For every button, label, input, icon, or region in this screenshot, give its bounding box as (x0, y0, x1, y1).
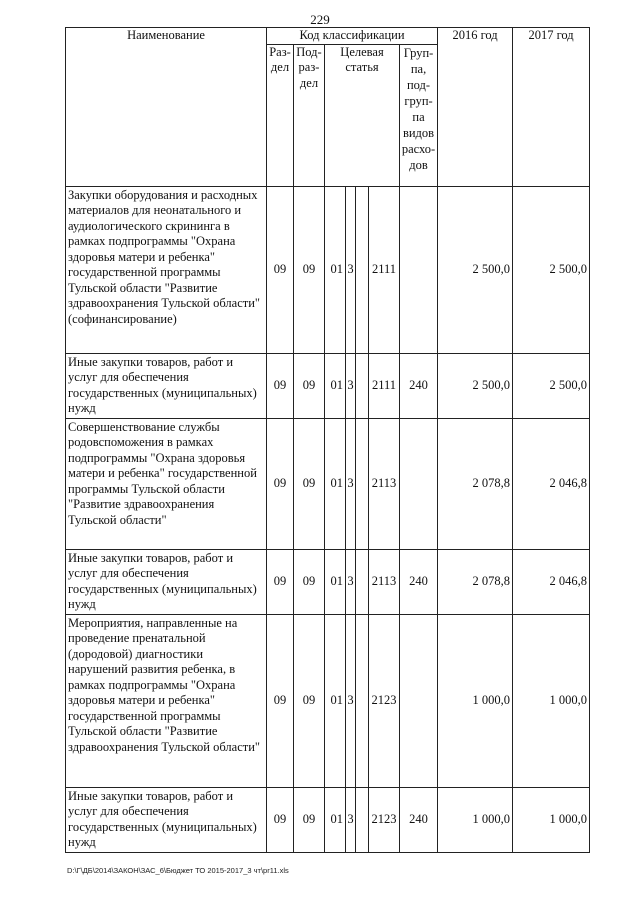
cell-name: Совершенствование службы родовспоможения в рамках подпрограммы "Охрана здоровья матери и ребенка" государственной программы Тульской области "Развитие здравоохранения Тульской области" (66, 418, 267, 549)
header-target-article: Целевая статья (325, 44, 400, 186)
cell-target-direction: 2113 (369, 549, 400, 614)
cell-expense-group: 240 (400, 353, 438, 418)
cell-amount-2016: 1 000,0 (438, 614, 513, 787)
cell-target-subprogram: 3 (346, 549, 356, 614)
cell-section: 09 (267, 418, 294, 549)
cell-amount-2017: 1 000,0 (513, 787, 590, 852)
header-code-group: Код классификации (267, 28, 438, 45)
cell-amount-2016: 1 000,0 (438, 787, 513, 852)
cell-name: Иные закупки товаров, работ и услуг для обеспечения государственных (муниципальных) нужд (66, 549, 267, 614)
header-row-1 (66, 28, 590, 45)
header-year-2016: 2016 год (438, 28, 513, 187)
cell-target-program: 01 (325, 787, 346, 852)
cell-subsection: 09 (294, 418, 325, 549)
cell-target-subprogram: 3 (346, 353, 356, 418)
table-row (66, 186, 590, 353)
cell-amount-2016: 2 078,8 (438, 549, 513, 614)
footer-file-path: D:\Г\ДБ\2014\ЗАКОН\ЗАС_6\Бюджет ТО 2015-2017_3 чт\pr11.xls (67, 866, 289, 875)
cell-target-program: 01 (325, 614, 346, 787)
cell-section: 09 (267, 787, 294, 852)
header-name: Наименование (66, 28, 267, 187)
header-subsection: Под- раз- дел (294, 44, 325, 186)
cell-subsection: 09 (294, 186, 325, 353)
cell-target-direction: 2111 (369, 353, 400, 418)
cell-target-basic (356, 787, 369, 852)
cell-name: Мероприятия, направленные на проведение пренатальной (дородовой) диагностики нарушений развития ребенка, в рамках подпрограммы "Охрана здоровья матери и ребенка" государственной программы Тульской области "Развитие здравоохранения Тульской области" (66, 614, 267, 787)
table-row (66, 418, 590, 549)
cell-amount-2017: 2 046,8 (513, 549, 590, 614)
cell-target-program: 01 (325, 549, 346, 614)
table-row (66, 614, 590, 787)
table-row (66, 549, 590, 614)
cell-expense-group (400, 186, 438, 353)
cell-target-direction: 2123 (369, 614, 400, 787)
cell-name: Закупки оборудования и расходных материалов для неонатального и аудиологического скрининга в рамках подпрограммы "Охрана здоровья матери и ребенка" государственной программы Тульской области "Развитие здравоохранения Тульской области" (софинансирование) (66, 186, 267, 353)
cell-expense-group: 240 (400, 549, 438, 614)
cell-target-program: 01 (325, 353, 346, 418)
cell-subsection: 09 (294, 549, 325, 614)
cell-subsection: 09 (294, 353, 325, 418)
cell-target-subprogram: 3 (346, 418, 356, 549)
cell-target-direction: 2123 (369, 787, 400, 852)
header-section: Раз- дел (267, 44, 294, 186)
cell-subsection: 09 (294, 614, 325, 787)
cell-target-basic (356, 353, 369, 418)
budget-table (65, 27, 590, 853)
cell-amount-2017: 2 046,8 (513, 418, 590, 549)
cell-amount-2016: 2 500,0 (438, 353, 513, 418)
cell-target-basic (356, 549, 369, 614)
cell-name: Иные закупки товаров, работ и услуг для обеспечения государственных (муниципальных) нужд (66, 787, 267, 852)
cell-amount-2016: 2 078,8 (438, 418, 513, 549)
cell-target-direction: 2111 (369, 186, 400, 353)
cell-section: 09 (267, 186, 294, 353)
cell-target-basic (356, 186, 369, 353)
cell-subsection: 09 (294, 787, 325, 852)
cell-target-basic (356, 614, 369, 787)
header-year-2017: 2017 год (513, 28, 590, 187)
cell-target-subprogram: 3 (346, 186, 356, 353)
header-expense-group: Груп- па, под- груп- па видов расхо- дов (400, 44, 438, 186)
cell-amount-2016: 2 500,0 (438, 186, 513, 353)
page-number: 229 (310, 12, 330, 27)
table-row (66, 787, 590, 852)
cell-target-subprogram: 3 (346, 787, 356, 852)
cell-name: Иные закупки товаров, работ и услуг для обеспечения государственных (муниципальных) нужд (66, 353, 267, 418)
cell-section: 09 (267, 353, 294, 418)
cell-section: 09 (267, 549, 294, 614)
cell-target-basic (356, 418, 369, 549)
table-row (66, 353, 590, 418)
cell-target-program: 01 (325, 418, 346, 549)
cell-amount-2017: 1 000,0 (513, 614, 590, 787)
cell-target-program: 01 (325, 186, 346, 353)
cell-target-direction: 2113 (369, 418, 400, 549)
cell-expense-group (400, 418, 438, 549)
cell-expense-group (400, 614, 438, 787)
cell-target-subprogram: 3 (346, 614, 356, 787)
cell-expense-group: 240 (400, 787, 438, 852)
cell-amount-2017: 2 500,0 (513, 353, 590, 418)
cell-section: 09 (267, 614, 294, 787)
cell-amount-2017: 2 500,0 (513, 186, 590, 353)
